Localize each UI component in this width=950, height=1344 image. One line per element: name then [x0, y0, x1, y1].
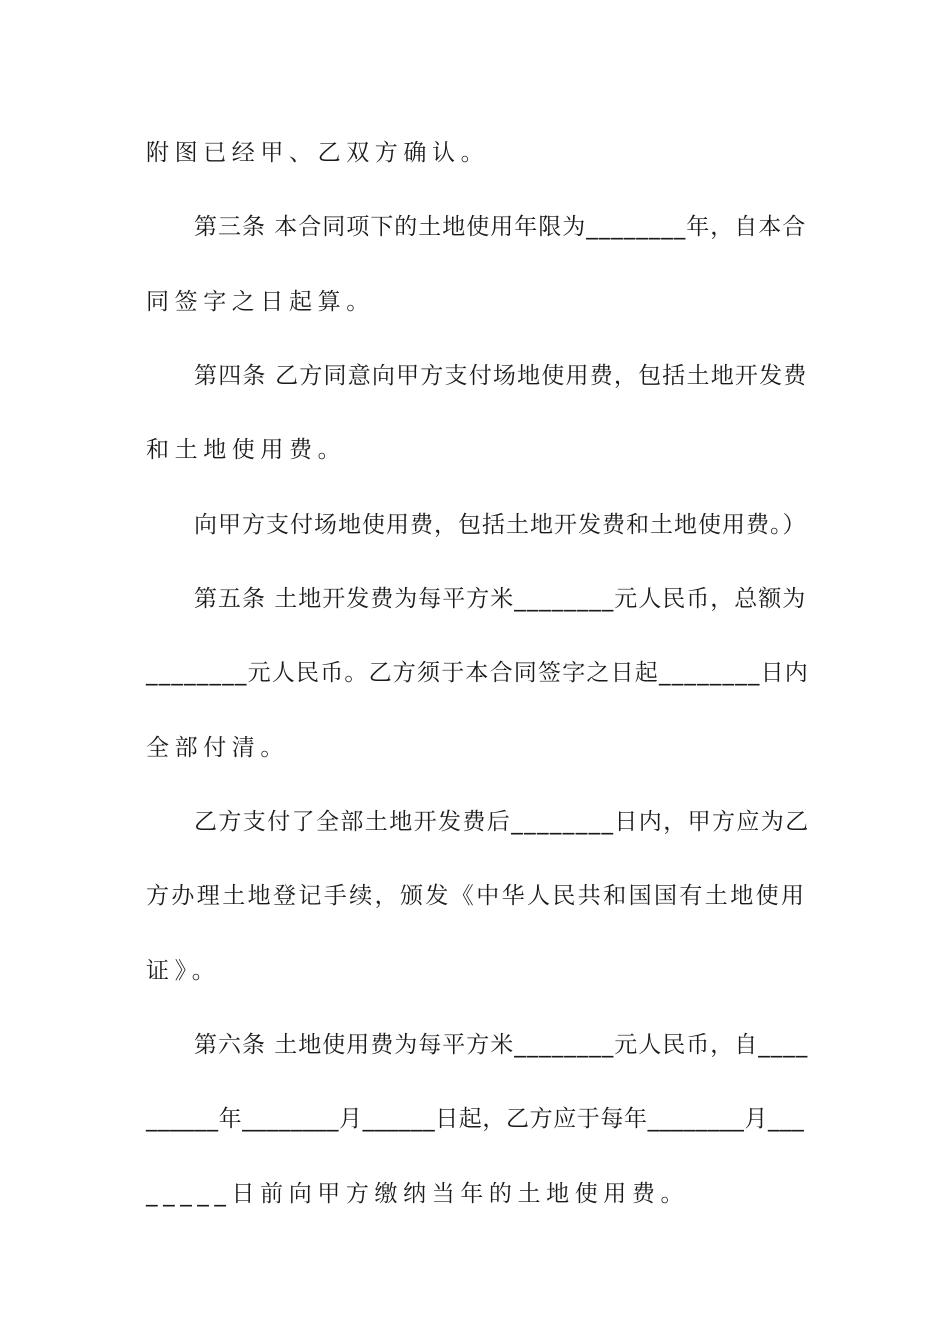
- text-line: 证》。: [146, 958, 221, 984]
- article-6-line-2: ______年________月______日起，乙方应于每年________月___: [146, 1106, 805, 1132]
- text-line: 方办理土地登记手续，颁发《中华人民共和国国有土地使用: [146, 883, 807, 909]
- text-line: 乙方支付了全部土地开发费后________日内，甲方应为乙: [194, 809, 810, 835]
- article-4-line-2: 和土地使用费。: [146, 437, 347, 463]
- article-5-line-3: 全部付清。: [146, 735, 289, 761]
- text-line: 向甲方支付场地使用费，包括土地开发费和土地使用费。）: [194, 512, 807, 538]
- article-3-line-1: 第三条 本合同项下的土地使用年限为________年，自本合: [194, 214, 807, 240]
- article-3-line-2: 同签字之日起算。: [146, 289, 375, 315]
- article-6-line-1: 第六条 土地使用费为每平方米________元人民币，自____: [194, 1032, 809, 1058]
- article-4-line-1: 第四条 乙方同意向甲方支付场地使用费，包括土地开发费: [194, 363, 808, 389]
- article-5-line-2: ________元人民币。乙方须于本合同签字之日起________日内: [146, 660, 809, 686]
- article-6-line-3: _____日前向甲方缴纳当年的土地使用费。: [146, 1181, 690, 1207]
- text-line: 附图已经甲、乙双方确认。: [146, 140, 490, 166]
- article-5-line-1: 第五条 土地开发费为每平方米________元人民币，总额为: [194, 586, 807, 612]
